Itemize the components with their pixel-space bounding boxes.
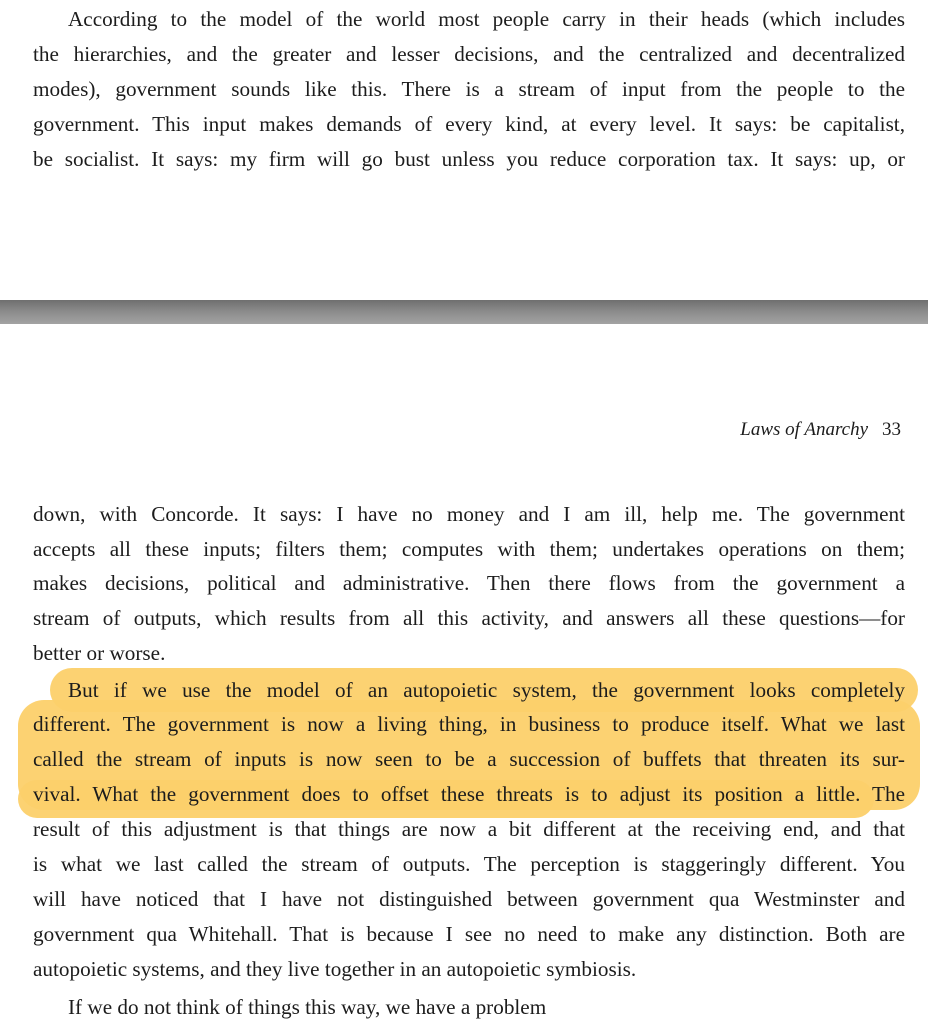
running-head	[740, 416, 901, 444]
page-number: 33	[882, 419, 901, 440]
text-line: stream of outputs, which results from all this activity, and answers all these questions—for	[33, 606, 905, 630]
text-line: accepts all these inputs; filters them; computes with them; undertakes operations on them;	[33, 537, 905, 561]
running-head-title: Laws of Anarchy	[740, 419, 868, 440]
text-line: government qua Whitehall. That is because I see no need to make any distinction. Both are	[33, 922, 905, 946]
text-line: is what we last called the stream of outputs. The perception is staggeringly different. You	[33, 852, 905, 876]
text-line: makes decisions, political and administrative. Then there flows from the government a	[33, 571, 905, 595]
text-line: autopoietic systems, and they live together in an autopoietic symbiosis.	[33, 957, 637, 981]
text-line: different. The government is now a living thing, in business to produce itself. What we last	[33, 712, 905, 736]
text-line: result of this adjustment is that things are now a bit different at the receiving end, and that	[33, 817, 905, 841]
text-line: modes), government sounds like this. There is a stream of input from the people to the	[33, 77, 905, 101]
text-line: will have noticed that I have not distinguished between government qua Westminster and	[33, 887, 905, 911]
text-line: down, with Concorde. It says: I have no money and I am ill, help me. The government	[33, 502, 905, 526]
text-line: the hierarchies, and the greater and lesser decisions, and the centralized and decentralized	[33, 42, 905, 66]
text-line: called the stream of inputs is now seen to be a succession of buffets that threaten its sur-	[33, 747, 905, 771]
text-line: According to the model of the world most people carry in their heads (which includes	[68, 7, 905, 31]
text-line: government. This input makes demands of every kind, at every level. It says: be capitalist,	[33, 112, 905, 136]
cut-off-line	[33, 990, 905, 1019]
text-line: be socialist. It says: my firm will go bust unless you reduce corporation tax. It says: up, or	[33, 147, 905, 171]
text-line: If we do not think of things this way, we have a problem	[68, 995, 547, 1019]
text-line: But if we use the model of an autopoietic system, the government looks completely	[68, 678, 905, 702]
text-line: better or worse.	[33, 641, 166, 665]
text-line: vival. What the government does to offset these threats is to adjust its position a little. The	[33, 782, 905, 806]
